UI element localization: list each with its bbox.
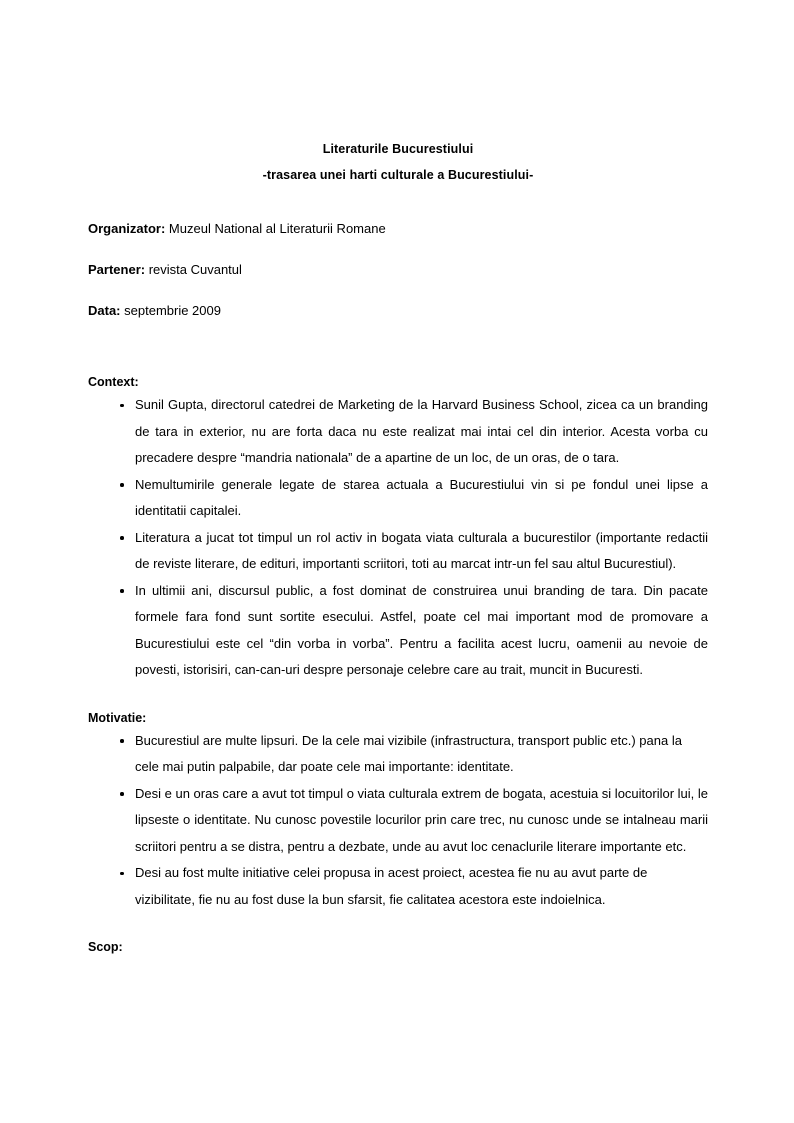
list-item: Literatura a jucat tot timpul un rol activ in bogata viata culturala a bucurestilor (importante redactii de reviste literare, de edituri, importanti scriitori, toti au marcat intr-un fel sau altul Bucurestiul).	[88, 525, 708, 578]
field-data	[88, 301, 708, 321]
field-organizator-label: Organizator:	[88, 221, 166, 236]
metadata-fields	[88, 219, 708, 321]
list-item: Desi e un oras care a avut tot timpul o viata culturala extrem de bogata, acestuia si locuitorilor lui, le lipseste o identitate. Nu cunosc povestile locurilor prin care trec, nu cunosc unde se intalneau marii scriitori pentru a se distra, pentru a dezbate, unde au avut loc cenaclurile literare importante etc.	[88, 781, 708, 861]
context-spacer	[88, 342, 708, 372]
list-item: Bucurestiul are multe lipsuri. De la cele mai vizibile (infrastructura, transport public etc.) pana la cele mai putin palpabile, dar poate cele mai importante: identitate.	[88, 728, 708, 781]
list-item: Nemultumirile generale legate de starea actuala a Bucurestiului vin si pe fondul unei lipse a identitatii capitalei.	[88, 472, 708, 525]
section-context-list	[88, 392, 708, 684]
list-item: Desi au fost multe initiative celei propusa in acest proiect, acestea fie nu au avut parte de vizibilitate, fie nu au fost duse la bun sfarsit, fie calitatea acestora este indoielnica.	[88, 860, 708, 913]
field-partener-value: revista Cuvantul	[148, 262, 242, 277]
scop-spacer	[88, 913, 708, 937]
list-item: In ultimii ani, discursul public, a fost dominat de construirea unui branding de tara. Din pacate formele fara fond sunt sortite esecului. Astfel, poate cel mai important mod de promovare a Bucurestiului este cel “din vorba in vorba”. Pentru a facilita acest lucru, oamenii au nevoie de povesti, istorisiri, can-can-uri despre personaje celebre care au trait, muncit in Bucuresti.	[88, 578, 708, 684]
document-body	[88, 0, 708, 957]
motivatie-spacer	[88, 684, 708, 708]
field-organizator	[88, 219, 708, 239]
title-line-subtitle: -trasarea unei harti culturale a Bucurestiului-	[262, 168, 534, 182]
section-motivatie-list	[88, 728, 708, 914]
field-partener-label: Partener:	[88, 262, 146, 277]
section-motivatie	[88, 708, 708, 914]
field-organizator-value: Muzeul National al Literaturii Romane	[168, 221, 386, 236]
field-partener	[88, 260, 708, 280]
title-line-primary: Literaturile Bucurestiului	[322, 142, 474, 156]
field-data-value: septembrie 2009	[124, 303, 221, 318]
section-context	[88, 372, 708, 684]
document-title	[88, 136, 708, 188]
section-motivatie-heading: Motivatie:	[88, 710, 147, 725]
title-spacer	[88, 188, 708, 219]
section-context-heading: Context:	[88, 375, 139, 389]
field-data-label: Data:	[88, 303, 121, 318]
section-scop	[88, 937, 708, 957]
section-scop-heading: Scop:	[88, 940, 123, 954]
list-item: Sunil Gupta, directorul catedrei de Marketing de la Harvard Business School, zicea ca un branding de tara in exterior, nu are forta daca nu este realizat mai intai cel din interior. Acesta vorba cu precadere despre “mandria nationala” de a apartine de un loc, de un oras, de o tara.	[88, 392, 708, 472]
